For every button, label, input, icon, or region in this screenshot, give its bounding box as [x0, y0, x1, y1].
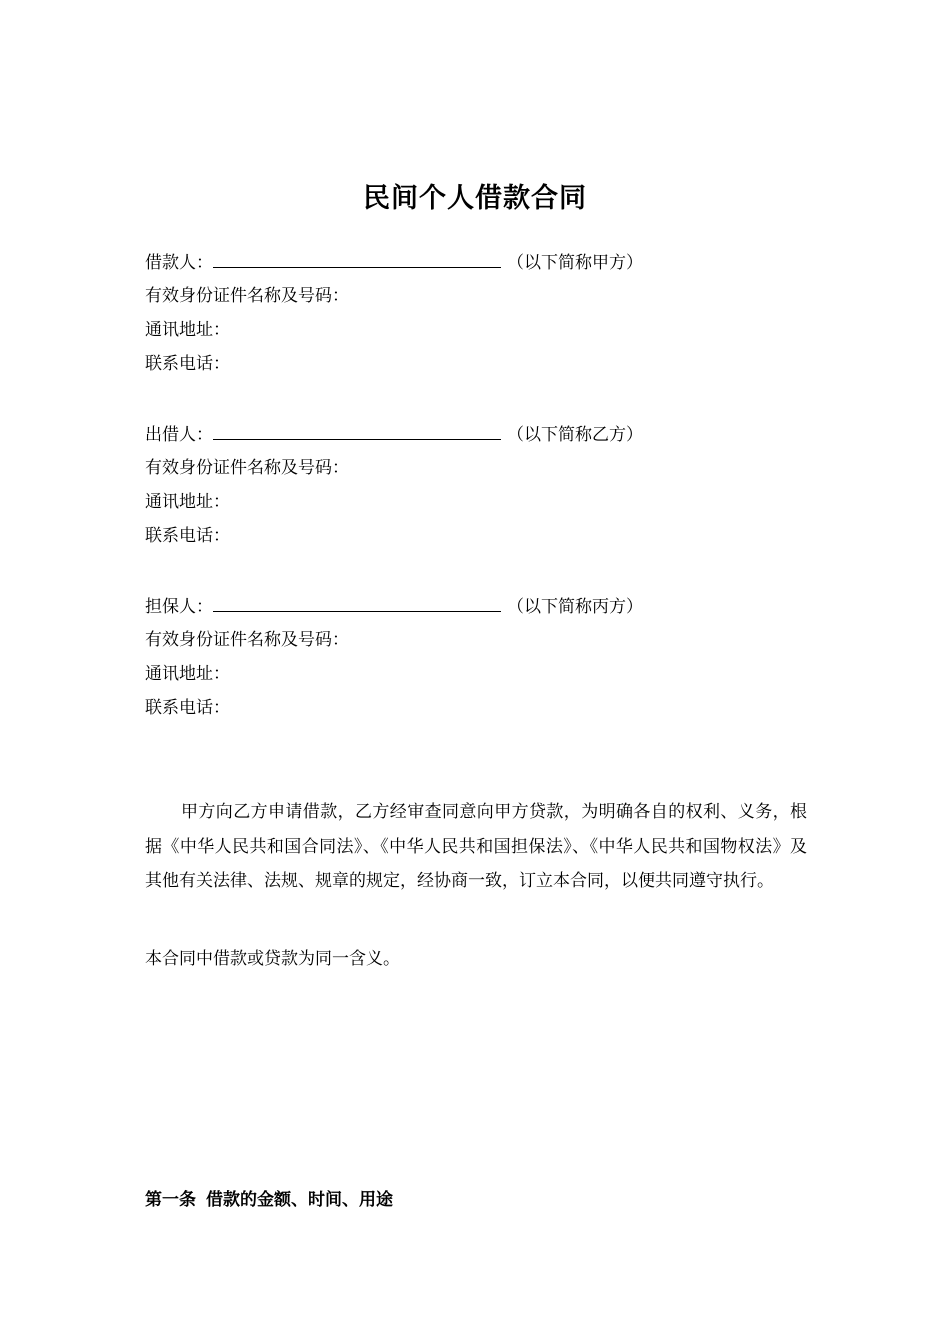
guarantor-alias: （以下简称丙方）: [507, 597, 643, 617]
lender-id-label: 有效身份证件名称及号码：: [145, 458, 349, 478]
article-1-title: 借款的金额、时间、用途: [206, 1190, 393, 1210]
borrower-phone-label: 联系电话：: [145, 354, 230, 374]
lender-name-line: [145, 421, 643, 447]
borrower-alias: （以下简称甲方）: [507, 253, 643, 273]
article-1-number: 第一条: [145, 1190, 196, 1210]
guarantor-id-label: 有效身份证件名称及号码：: [145, 630, 349, 650]
lender-address-label: 通讯地址：: [145, 492, 230, 512]
lender-name-blank[interactable]: [213, 421, 501, 440]
guarantor-phone-label: 联系电话：: [145, 698, 230, 718]
lender-label: 出借人：: [145, 425, 213, 445]
guarantor-address-label: 通讯地址：: [145, 664, 230, 684]
guarantor-label: 担保人：: [145, 597, 213, 617]
borrower-address-label: 通讯地址：: [145, 320, 230, 340]
page-title: 民间个人借款合同: [363, 183, 587, 214]
preamble-paragraph: 甲方向乙方申请借款，乙方经审查同意向甲方贷款，为明确各自的权利、义务，根据《中华人民共和国合同法》、《中华人民共和国担保法》、《中华人民共和国物权法》及其他有关法律、法规、规章的规定，经协商一致，订立本合同，以便共同遵守执行。: [145, 802, 807, 891]
guarantor-name-blank[interactable]: [213, 593, 501, 612]
borrower-name-line: [145, 249, 643, 275]
lender-alias: （以下简称乙方）: [507, 425, 643, 445]
borrower-id-label: 有效身份证件名称及号码：: [145, 286, 349, 306]
borrower-name-blank[interactable]: [213, 249, 501, 268]
guarantor-name-line: [145, 593, 643, 619]
preamble-note: 本合同中借款或贷款为同一含义。: [145, 949, 400, 969]
lender-phone-label: 联系电话：: [145, 526, 230, 546]
article-1-heading: [145, 1188, 393, 1212]
borrower-label: 借款人：: [145, 253, 213, 273]
